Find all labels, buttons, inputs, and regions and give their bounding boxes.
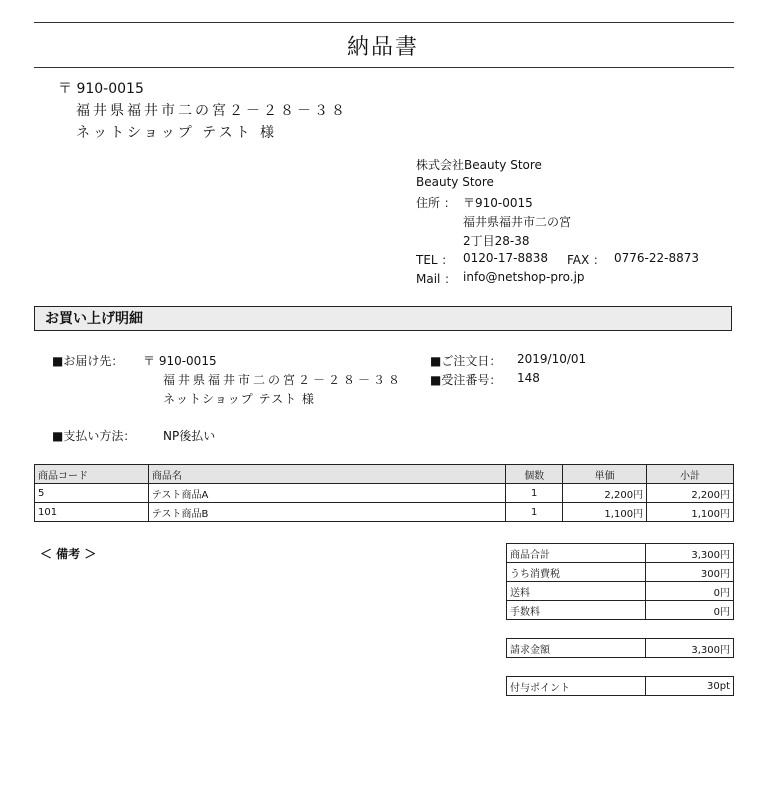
summary-table xyxy=(506,543,734,620)
product-code: 101 xyxy=(35,503,149,522)
header-quantity: 個数 xyxy=(506,465,563,484)
points-value: 30pt xyxy=(646,677,734,696)
product-name: テスト商品B xyxy=(148,503,505,522)
points-row xyxy=(507,677,734,696)
delivery-address: 福井県福井市二の宮２－２８－３８ xyxy=(163,373,404,387)
subtotal: 1,100円 xyxy=(647,503,734,522)
order-date-label: ■ご注文日： xyxy=(430,354,502,368)
sender-fax: 0776-22-8873 xyxy=(614,251,700,265)
order-date: 2019/10/01 xyxy=(517,352,587,366)
product-code: 5 xyxy=(35,484,149,503)
delivery-postal: 〒 910-0015 xyxy=(143,354,217,368)
purchase-details-heading: お買い上げ明細 xyxy=(34,306,732,331)
summary-label: 商品合計 xyxy=(507,544,646,563)
delivery-label: ■お届け先： xyxy=(52,354,124,368)
billing-total-label: 請求金額 xyxy=(507,639,646,658)
quantity: 1 xyxy=(506,503,563,522)
summary-row xyxy=(507,601,734,620)
payment-method: NP後払い xyxy=(163,429,216,443)
summary-value: 3,300円 xyxy=(646,544,734,563)
billing-total-row xyxy=(507,639,734,658)
table-row xyxy=(35,484,734,503)
remarks-label: ＜ 備考 ＞ xyxy=(40,547,97,561)
sender-tel-label: TEL ： xyxy=(416,253,454,267)
recipient-name: ネットショップ テスト 様 xyxy=(76,125,278,141)
header-product-name: 商品名 xyxy=(148,465,505,484)
header-subtotal: 小計 xyxy=(647,465,734,484)
summary-label: 送料 xyxy=(507,582,646,601)
summary-row xyxy=(507,563,734,582)
points-label: 付与ポイント xyxy=(507,677,646,696)
sender-mail-label: Mail ： xyxy=(416,272,457,286)
sender-tel: 0120-17-8838 xyxy=(463,251,549,265)
table-row xyxy=(35,503,734,522)
sender-address1: 福井県福井市二の宮 xyxy=(463,215,572,229)
billing-total-table xyxy=(506,638,734,658)
payment-label: ■支払い方法： xyxy=(52,429,136,443)
header-product-code: 商品コード xyxy=(35,465,149,484)
order-number: 148 xyxy=(517,371,540,385)
items-header-row xyxy=(35,465,734,484)
summary-label: うち消費税 xyxy=(507,563,646,582)
unit-price: 2,200円 xyxy=(563,484,647,503)
product-name: テスト商品A xyxy=(148,484,505,503)
sender-fax-label: FAX ： xyxy=(567,253,606,267)
header-unit-price: 単価 xyxy=(563,465,647,484)
order-number-label: ■受注番号： xyxy=(430,373,502,387)
title-bottom-rule xyxy=(34,67,734,68)
subtotal: 2,200円 xyxy=(647,484,734,503)
summary-row xyxy=(507,544,734,563)
recipient-address: 福井県福井市二の宮２－２８－３８ xyxy=(76,103,348,119)
page-title: 納品書 xyxy=(346,35,419,60)
title-top-rule xyxy=(34,22,734,23)
unit-price: 1,100円 xyxy=(563,503,647,522)
sender-company: 株式会社Beauty Store xyxy=(416,158,542,172)
delivery-name: ネットショップ テスト 様 xyxy=(163,392,315,406)
sender-postal: 〒910-0015 xyxy=(463,196,533,210)
points-table xyxy=(506,676,734,696)
summary-label: 手数料 xyxy=(507,601,646,620)
sender-mail: info@netshop-pro.jp xyxy=(463,270,585,284)
summary-row xyxy=(507,582,734,601)
sender-store: Beauty Store xyxy=(416,175,494,189)
billing-total-value: 3,300円 xyxy=(646,639,734,658)
sender-address-label: 住所 ： xyxy=(416,196,456,210)
sender-address2: 2丁目28-38 xyxy=(463,234,530,248)
recipient-postal: 〒 910-0015 xyxy=(58,81,144,97)
summary-value: 0円 xyxy=(646,601,734,620)
items-table xyxy=(34,464,734,522)
summary-value: 300円 xyxy=(646,563,734,582)
quantity: 1 xyxy=(506,484,563,503)
summary-value: 0円 xyxy=(646,582,734,601)
